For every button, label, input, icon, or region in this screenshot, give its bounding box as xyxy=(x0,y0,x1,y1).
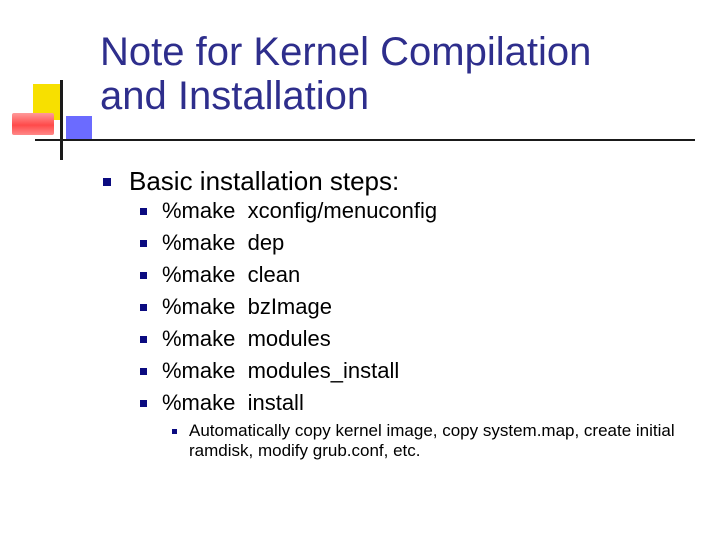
main-bullet-item xyxy=(103,166,399,197)
step-item xyxy=(140,198,437,224)
slide-title-line-1: Note for Kernel Compilation xyxy=(100,30,592,74)
main-bullet-text: Basic installation steps: xyxy=(129,166,400,196)
step-text: %make clean xyxy=(162,262,301,287)
square-bullet-icon xyxy=(140,208,147,215)
square-bullet-icon xyxy=(140,368,147,375)
slide-title-line-2: and Installation xyxy=(100,74,370,118)
step-text: %make bzImage xyxy=(162,294,332,319)
square-bullet-icon xyxy=(103,178,111,186)
title-underline-rule xyxy=(35,139,695,141)
step-item xyxy=(140,294,332,320)
step-text: %make xconfig/menuconfig xyxy=(162,198,438,223)
square-bullet-icon xyxy=(140,240,147,247)
square-bullet-icon xyxy=(140,400,147,407)
step-item xyxy=(140,358,399,384)
step-text: %make modules_install xyxy=(162,358,400,383)
step-item xyxy=(140,326,331,352)
sub-note-text: Automatically copy kernel image, copy system.map, create initial ramdisk, modify grub.conf, etc. xyxy=(189,421,675,460)
square-bullet-icon xyxy=(140,304,147,311)
step-text: %make modules xyxy=(162,326,331,351)
step-text: %make dep xyxy=(162,230,285,255)
square-bullet-icon xyxy=(140,272,147,279)
vertical-rule-decoration xyxy=(60,80,63,160)
step-item xyxy=(140,262,300,288)
slide-title xyxy=(100,30,700,118)
square-bullet-icon xyxy=(172,429,177,434)
step-text: %make install xyxy=(162,390,304,415)
sub-note-item xyxy=(172,421,692,461)
step-item xyxy=(140,390,304,416)
step-item xyxy=(140,230,284,256)
square-bullet-icon xyxy=(140,336,147,343)
blue-square-decoration xyxy=(66,116,92,141)
red-bar-decoration xyxy=(12,113,54,135)
